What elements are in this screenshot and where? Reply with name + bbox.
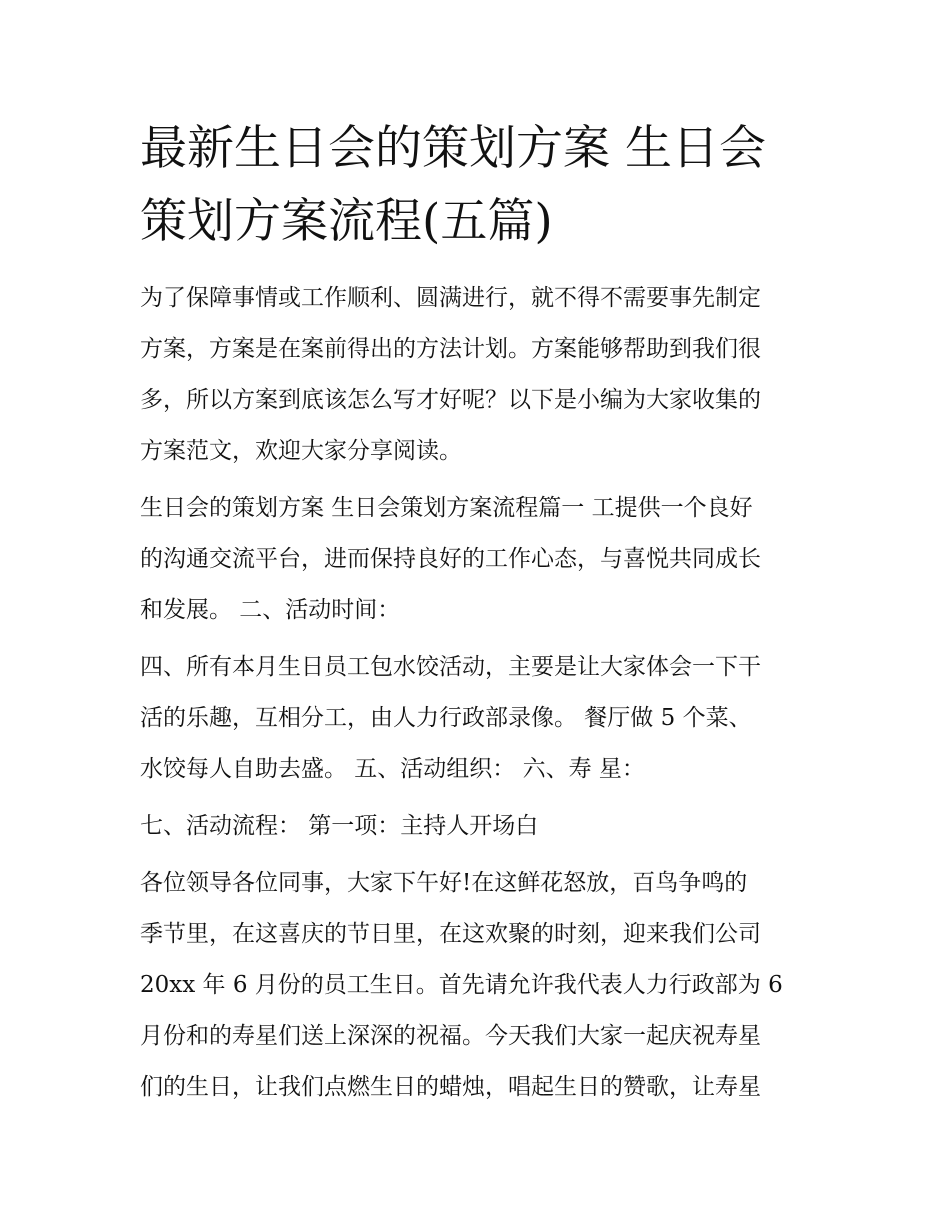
document-title: 最新生日会的策划方案 生日会 策划方案流程(五篇) bbox=[140, 121, 766, 249]
paragraph-activity-process: 七、活动流程： 第一项：主持人开场白 bbox=[140, 813, 539, 839]
paragraph-activity-details: 四、所有本月生日员工包水饺活动，主要是让大家体会一下干 活的乐趣，互相分工，由人力行政部录像。 餐厅做 5 个菜、 水饺每人自助去盛。 五、活动组织： 六、寿 星： bbox=[140, 654, 761, 782]
paragraph-host-speech: 各位领导各位同事，大家下午好!在这鲜花怒放，百鸟争鸣的 季节里，在这喜庆的节日里，在这欢聚的时刻，迎来我们公司 20xx 年 6 月份的员工生日。首先请允许我代表人力行政部为 6 月份和的寿星们送上深深的祝福。今天我们大家一起庆祝寿星 们的生日，让我们点燃生日的蜡烛，唱起生日的赞歌，让寿星 bbox=[140, 870, 783, 1100]
paragraph-section-one: 生日会的策划方案 生日会策划方案流程篇一 工提供一个良好 的沟通交流平台，进而保持良好的工作心态，与喜悦共同成长 和发展。 二、活动时间： bbox=[140, 495, 761, 623]
document-content bbox=[140, 112, 816, 1119]
paragraph-intro: 为了保障事情或工作顺利、圆满进行，就不得不需要事先制定 方案，方案是在案前得出的方法计划。方案能够帮助到我们很 多，所以方案到底该怎么写才好呢？以下是小编为大家收集的 方案范文，欢迎大家分享阅读。 bbox=[140, 285, 761, 464]
document-body bbox=[140, 273, 816, 1113]
